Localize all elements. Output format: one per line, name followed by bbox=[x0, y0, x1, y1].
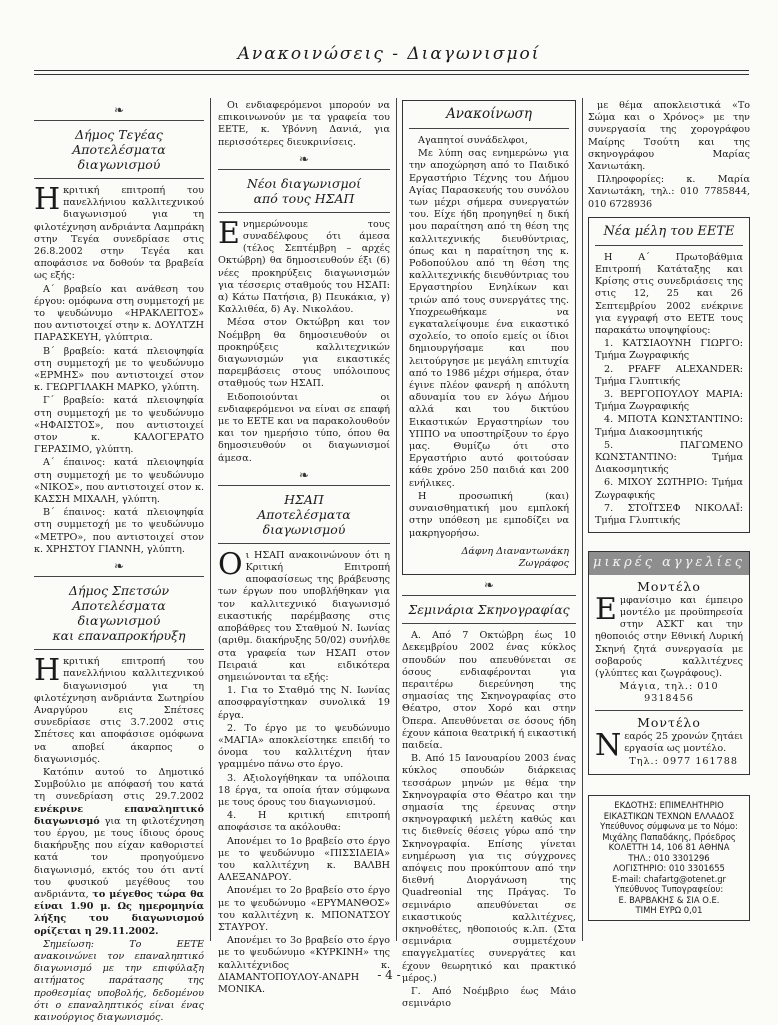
paragraph: Απονέμει το 2ο βραβείο στο έργο με το ψευδώνυμο «ΕΡΥΜΑΝΘΟΣ» του καλλιτέχνη κ. ΜΠΟΝΑΤΣΟΥ ΣΤΑΥΡΟΥ. bbox=[218, 885, 390, 933]
paragraph: Αγαπητοί συνάδελφοι, bbox=[418, 135, 528, 146]
announcement-box bbox=[402, 100, 576, 575]
column-divider bbox=[396, 98, 397, 941]
paragraph: Β. Από 15 Ιανουαρίου 2003 ένας κύκλος σπουδών διάρκειας τεσσάρων μηνών με θέμα την Σκηνογραφία στο Θέατρο και την σημασία της έρευνας στην σκηνογραφική μελέτη καθώς και τις διεθνείς θέσεις γύρω από την Σκηνογραφία. Επίσης γίνεται ενημέρωση για τις σύγχρονες απόψεις που προκύπτουν από την διεθνή Διοργάνωση της Quadreonial της Πράγας. Το σεμινάριο απευθύνεται σε εικαστικούς καλλιτέχνες, σκηνοθέτες, ηθοποιούς κ.λπ. (Στα σεμινάρια συμμετέχουν επαγγελματίες συνεργάτες και έχουν θεωρητικό και πρακτικό μέρος.) bbox=[402, 753, 576, 984]
paragraph: Πληροφορίες: κ. Μαρία Χανιωτάκη, τηλ.: 010 7785844, 010 6728936 bbox=[588, 174, 750, 210]
text-span: Κατόπιν αυτού το Δημοτικό Συμβούλιο με απόφασή του κατά τη συνεδρίαση στις 29.7.2002 bbox=[34, 766, 204, 803]
paragraph: κριτική επιτροπή του πανελλήνιου καλλιτεχνικού διαγωνισμού για τη φιλοτέχνηση ανδριάντα Λαμπράκη στην Τεγέα συνεδρίασε στις 26.8.2002 στην Τεγέα και αποφάσισε να δοθούν τα βραβεία ως εξής: bbox=[34, 185, 204, 282]
signature-name: Δάφνη Διαναντωνάκη bbox=[461, 545, 569, 557]
divider bbox=[218, 485, 390, 486]
column-divider bbox=[210, 98, 211, 941]
hsap-new-title: Νέοι διαγωνισμοί bbox=[246, 175, 362, 191]
new-members-title: Νέα μέλη του ΕΕΤΕ bbox=[603, 223, 735, 239]
member-item: 4. ΜΠΟΤΑ ΚΩΝΣΤΑΝΤΙΝΟ: Τμήμα Διακοσμητικής bbox=[595, 414, 743, 438]
publisher-credits bbox=[588, 795, 750, 921]
credit-line: Υπεύθυνος σύμφωνα με το Νόμο: bbox=[600, 821, 738, 832]
paragraph: 1. Για το Σταθμό της Ν. Ιωνίας αποσφραγίστηκαν συνολικά 19 έργα. bbox=[218, 685, 390, 721]
article-spetses bbox=[34, 560, 204, 1024]
ad-text: εαρός 25 χρονών ζητάει εργασία ως μοντέλο. bbox=[624, 730, 743, 754]
paragraph: ι ΗΣΑΠ ανακοινώνουν ότι η Κριτική Επιτροπή αποφασίσεως της βράβευσης των έργων που υποβλήθηκαν για τον καλλιτεχνικό διαγωνισμό εικαστικής παρέμβασης στις αποβάθρες του Σταθμού Ν. Ιωνίας (αριθμ. διακήρυξης 50/02) συνήλθε στα γραφεία των ΗΣΑΠ στον Πειραιά και ειδικότερα σημειώνονται τα εξής: bbox=[218, 549, 390, 683]
header-rule-bottom bbox=[34, 74, 749, 75]
credit-line: Μιχάλης Παπαδάκης, Πρόεδρος bbox=[602, 831, 736, 842]
paragraph: Α΄ έπαινος: κατά πλειοψηφία στη συμμετοχή με το ψευδώνυμο «ΝΙΚΟΣ», που αντιστοιχεί στον κ. ΚΑΣΣΗ ΜΙΧΑΛΗ, γλύπτη. bbox=[34, 457, 204, 506]
paragraph: Απονέμει το 3ο βραβείο στο έργο με το ψευδώνυμο «ΚΥΡΚΙΝΗ» της καλλιτέχνιδος κ. ΔΙΑΜΑΝΤΟΠΟΥΛΟΥ-ΑΝΔΡΗ ΜΟΝΙΚΑ. bbox=[218, 935, 390, 995]
article-title bbox=[218, 176, 390, 206]
paragraph: Απονέμει το 1ο βραβείο στο έργο με το ψευδώνυμο «ΠΙΣΣΙΔΕΙΑ» του καλλιτέχνη κ. ΒΑΛΒΗ ΑΛΕΞΑΝΔΡΟΥ. bbox=[218, 835, 390, 884]
ornament-icon: ❧ bbox=[113, 559, 125, 574]
paragraph: κριτική επιτροπή του πανελλήνιου καλλιτεχνικού διαγωνισμού για τη φιλοτέχνηση ανδριάντα Σωτηρίου Αναργύρου εις Σπέτσες συνεδρίασε στις 3.7.2002 στις Σπέτσες και αποφάσισε ομόφωνα να αποβεί άκαρπος ο διαγωνισμός. bbox=[34, 656, 204, 765]
article-tegea bbox=[34, 104, 204, 556]
paragraph: Η Α΄ Πρωτοβάθμια Επιτροπή Κατάταξης και Κρίσης στις συνεδριάσεις της στις 12, 25 και 26 Σεπτεμβρίου 2002 ενέκρινε για εγγραφή στο ΕΕΤΕ τους παρακάτω υποψηφίους: bbox=[595, 251, 743, 337]
ornament-icon: ❧ bbox=[113, 103, 125, 117]
article-hsap-results bbox=[218, 469, 390, 996]
note: Σημείωση: Το ΕΕΤΕ ανακοινώνει τον επαναληπτικό διαγωνισμό με την επιφύλαξη αιτήματος παράτασης της προθεσμίας υποβολής, δεδομένου ότι ο επαναληπτικός είναι ένας καινούργιος διαγωνισμός. bbox=[34, 938, 204, 1023]
article-title bbox=[218, 492, 390, 537]
bold-text: το μέγεθος τώρα θα είναι 1.90 μ. Ως ημερομηνία λήξης του διαγωνισμού ορίζεται η 29.11.2002. bbox=[34, 888, 205, 937]
member-item: 6. ΜΙΧΟΥ ΣΩΤΗΡΙΟ: Τμήμα Ζωγραφικής bbox=[595, 477, 743, 501]
page-header: Ανακοινώσεις - Διαγωνισμοί bbox=[237, 44, 541, 64]
credit-line: ΤΙΜΗ ΕΥΡΩ 0,01 bbox=[635, 905, 703, 916]
hsap-new-title: από τους ΗΣΑΠ bbox=[253, 190, 355, 206]
ad-title: Μοντέλο bbox=[637, 714, 701, 730]
member-item: 5. ΠΑΓΩΜΕΝΟ ΚΩΝΣΤΑΝΤΙΝΟ: Τμήμα Διακοσμητικής bbox=[595, 439, 743, 476]
announcement-title: Ανακοίνωση bbox=[446, 106, 532, 122]
ad-text: μφανίσιμο και έμπειρο μοντέλο με προϋπηρεσία στην ΑΣΚΤ και την ηθοποιός στην Εθνική Λυρική Σκηνή ζητά συνεργασία με σοβαρούς καλλιτέχνες (γλύπτες και ζωγράφους). bbox=[595, 594, 743, 679]
credit-line: E-mail: chafartg@otenet.gr bbox=[611, 873, 726, 884]
paragraph bbox=[34, 767, 204, 938]
ornament-icon: ❧ bbox=[483, 578, 495, 593]
seminars-title: Σεμινάρια Σκηνογραφίας bbox=[408, 602, 570, 618]
text-span: για τη φιλοτέχνηση του έργου, με τους ίδιους όρους διακήρυξης που είχαν καθοριστεί κατά τον προηγούμενο διαγωνισμό, εκτός του ότι αντί του φυσικού μεγέθους του ανδριάντα, bbox=[34, 815, 204, 900]
paragraph: Με λύπη σας ενημερώνω για την αποχώρηση από το Παιδικό Εργαστήριο Τέχνης του Δήμου Αγίας Παρασκευής του συνόλου των μέχρι σήμερα συνεργατών του. Είχε ήδη προηγηθεί η δική μου παραίτηση από τη θέση της καλλιτεχνικής διευθύντριας, όπως και η παραίτηση της κ. Ροδοπούλου από τη θέση της καλλιτεχνικής διευθύντριας του Εργαστηρίου Ενηλίκων και τριών από τους συνεργάτες της. Υποχρεωθήκαμε να εγκαταλείψουμε ένα εικαστικό σχολείο, το οποίο εμείς οι ίδιοι δημιουργήσαμε και που λειτούργησε με μεγάλη επιτυχία από το 1986 μέχρι σήμερα, όταν έγινε πλέον φανερή η απόλυτη αδυναμία του εν λόγω Δήμου αλλά και του δικτύου Εικαστικών Εργαστηρίων του ΥΠΠΟ να υποστηρίξουν το έργο μας. Θυμίζω ότι στο Εργαστήριο αυτό φοιτούσαν κάθε χρόνο 250 παιδιά και 200 ενήλικες. bbox=[409, 148, 569, 489]
signature-role: Ζωγράφος bbox=[518, 557, 569, 569]
drop-cap: Ν bbox=[595, 727, 622, 763]
divider bbox=[402, 623, 576, 624]
credit-line: ΛΟΓΙΣΤΗΡΙΟ: 010 3301655 bbox=[613, 863, 725, 874]
paragraph: νημερώνουμε τους συναδέλφους ότι άμεσα (τέλος Σεπτέμβρη – αρχές Οκτώβρη) θα δημοσιευθούν έξι (6) νέες προκηρύξεις διαγωνισμών για τέσσερις σταθμούς του ΗΣΑΠ: α) Κάτω Πατήσια, β) Πευκάκια, γ) Καλλιθέα, δ) Αγ. Νικολάου. bbox=[218, 218, 390, 316]
paragraph: Μέσα στον Οκτώβρη και τον Νοέμβρη θα δημοσιευθούν οι προκηρύξεις καλλιτεχνικών διαγωνισμών για εικαστικές παρεμβάσεις στους υπόλοιπους σταθμούς των ΗΣΑΠ. bbox=[218, 317, 390, 390]
member-item: 1. ΚΑΤΣΙΑΟΥΝΗ ΓΙΩΡΓΟ: Τμήμα Ζωγραφικής bbox=[595, 338, 743, 362]
spetses-title: Δήμος Σπετσών bbox=[68, 583, 170, 599]
header-rule-top bbox=[34, 70, 749, 71]
paragraph: Γ. Από Νοέμβριο έως Μάιο σεμινάριο bbox=[402, 986, 576, 1010]
paragraph: με θέμα αποκλειστικά «Το Σώμα και ο Χρόνος» με την συνεργασία της χορογράφου Μαίρης Τσούτη και της σκηνογράφου Μαρίας Χανιωτάκη. bbox=[588, 100, 750, 173]
ad-phone: Μάγια, τηλ.: 010 9318456 bbox=[619, 681, 719, 705]
member-item: 7. ΣΤΟΪΤΣΕΦ ΝΙΚΟΛΑΪ: Τμήμα Γλυπτικής bbox=[595, 502, 743, 527]
paragraph: 2. Το έργο με το ψευδώνυμο «ΜΑΓΙΑ» αποκλείστηκε επειδή το όνομα του καλλιτέχνη ήταν γραμμένο πάνω στο έργο. bbox=[218, 722, 390, 771]
classifieds-band: μικρές αγγελίες bbox=[589, 552, 749, 574]
divider bbox=[34, 178, 204, 179]
bold-text: ενέκρινε επαναληπτικό διαγωνισμό bbox=[34, 803, 204, 827]
article-title bbox=[34, 583, 204, 643]
member-item: 2. PFAFF ALEXANDER: Τμήμα Γλυπτικής bbox=[595, 363, 743, 387]
page-number: - 4 - bbox=[377, 968, 401, 982]
column-divider bbox=[582, 98, 583, 941]
article-hsap-new bbox=[218, 153, 390, 465]
divider bbox=[218, 169, 390, 170]
classifieds-box bbox=[588, 551, 750, 775]
hsap-results-subtitle: Αποτελέσματα διαγωνισμού bbox=[257, 506, 351, 537]
paragraph: Ειδοποιούνται οι ενδιαφερόμενοι να είναι σε επαφή με το ΕΕΤΕ και να παρακολουθούν και τον ημερήσιο τύπο, όπου θα δημοσιευθούν οι διαγωνισμοί άμεσα. bbox=[218, 391, 390, 464]
paragraph: 3. Αξιολογήθηκαν τα υπόλοιπα 18 έργα, τα οποία ήταν σύμφωνα με τους όρους του διαγωνισμού. bbox=[218, 772, 390, 808]
ad-phone: Τηλ.: 0977 161788 bbox=[629, 756, 738, 768]
tegea-subtitle: Αποτελέσματα διαγωνισμού bbox=[72, 142, 166, 172]
member-item: 3. ΒΕΡΓΟΠΟΥΛΟΥ ΜΑΡΙΑ: Τμήμα Ζωγραφικής bbox=[595, 389, 743, 413]
drop-cap: Ο bbox=[218, 546, 243, 582]
divider bbox=[595, 710, 743, 711]
paragraph: Η προσωπική (και) συναισθηματική μου εμπλοκή στην υπόθεση με εμποδίζει να μακρηγορήσω. bbox=[409, 490, 569, 539]
divider bbox=[34, 576, 204, 577]
paragraph: Α΄ βραβείο και ανάθεση του έργου: ομόφωνα στη συμμετοχή με το ψευδώνυμο «ΗΡΑΚΛΕΙΤΟΣ» που αντιστοιχεί στην κ. ΔΟΥΛΤΖΗ ΠΑΡΑΣΚΕΥΗ, γλύπτρια. bbox=[34, 283, 204, 344]
credit-line: Ε. ΒΑΡΒΑΚΗΣ & ΣΙΑ Ο.Ε. bbox=[618, 894, 720, 905]
spetses-subtitle: και επαναπροκήρυξη bbox=[52, 628, 186, 644]
divider bbox=[34, 120, 204, 121]
ornament-icon: ❧ bbox=[298, 467, 310, 482]
column-4 bbox=[588, 100, 750, 921]
paragraph: Α. Από 7 Οκτώβρη έως 10 Δεκεμβρίου 2002 ένας κύκλος σπουδών που απευθύνεται σε όσους ενδιαφέρονται για περαιτέρω διερεύνηση της σημασίας της Σκηνογραφίας στο Θέατρο, στον Χορό και στην Όπερα. Απευθύνεται σε όσους ήδη έχουν κάποια θεατρική ή εικαστική παιδεία. bbox=[402, 630, 576, 751]
credit-line: ΚΟΛΕΤΤΗ 14, 106 81 ΑΘΗΝΑ bbox=[608, 842, 730, 853]
column-3 bbox=[402, 100, 576, 1011]
new-members-box bbox=[588, 217, 750, 533]
drop-cap: Ε bbox=[595, 591, 617, 627]
paragraph: Β΄ έπαινος: κατά πλειοψηφία στη συμμετοχή με το ψευδώνυμο «ΜΕΤΡΟ», που αντιστοιχεί στον κ. ΧΡΗΣΤΟΥ ΓΙΑΝΝΗ, γλύπτη. bbox=[34, 507, 204, 555]
paragraph: 4. Η κριτική επιτροπή αποφάσισε τα ακόλουθα: bbox=[218, 810, 390, 834]
divider bbox=[34, 649, 204, 650]
paragraph: Γ΄ βραβείο: κατά πλειοψηφία στη συμμετοχή με το ψευδώνυμο «ΗΦΑΙΣΤΟΣ», που αντιστοιχεί στον κ. ΚΑΛΟΓΕΡΑΤΟ ΓΕΡΑΣΙΜΟ, γλύπτη. bbox=[34, 395, 204, 456]
article-seminars bbox=[402, 579, 576, 1010]
credit-line: ΕΚΔΟΤΗΣ: ΕΠΙΜΕΛΗΤΗΡΙΟ bbox=[614, 800, 724, 811]
credit-line: ΕΙΚΑΣΤΙΚΩΝ ΤΕΧΝΩΝ ΕΛΛΑΔΟΣ bbox=[603, 810, 735, 821]
column-1 bbox=[34, 100, 204, 1025]
divider bbox=[595, 245, 743, 246]
ad-title: Μοντέλο bbox=[637, 578, 701, 594]
divider bbox=[218, 543, 390, 544]
drop-cap: Η bbox=[34, 182, 61, 217]
tegea-title: Δήμος Τεγέας bbox=[75, 127, 163, 142]
divider bbox=[409, 128, 569, 129]
credit-line: ΤΗΛ.: 010 3301296 bbox=[628, 852, 710, 863]
spetses-subtitle: Αποτελέσματα διαγωνισμού bbox=[72, 598, 166, 629]
paragraph: Β΄ βραβείο: κατά πλειοψηφία στη συμμετοχή με το ψευδώνυμο «ΕΡΜΗΣ» που αντιστοιχεί στον κ. ΓΕΩΡΓΙΛΑΚΗ ΜΑΡΚΟ, γλύπτη. bbox=[34, 345, 204, 394]
credit-line: Υπεύθυνος Τυπογραφείου: bbox=[614, 884, 724, 895]
paragraph: Οι ενδιαφερόμενοι μπορούν να επικοινωνούν με τα γραφεία του ΕΕΤΕ, κ. Υβόννη Δανιά, για περισσότερες διευκρινίσεις. bbox=[218, 100, 390, 148]
divider bbox=[402, 595, 576, 596]
hsap-results-title: ΗΣΑΠ bbox=[284, 491, 324, 507]
divider bbox=[218, 212, 390, 213]
drop-cap: Ε bbox=[218, 215, 240, 251]
drop-cap: Η bbox=[34, 653, 61, 689]
ornament-icon: ❧ bbox=[298, 151, 310, 166]
article-title bbox=[34, 127, 204, 172]
column-2 bbox=[218, 100, 390, 997]
